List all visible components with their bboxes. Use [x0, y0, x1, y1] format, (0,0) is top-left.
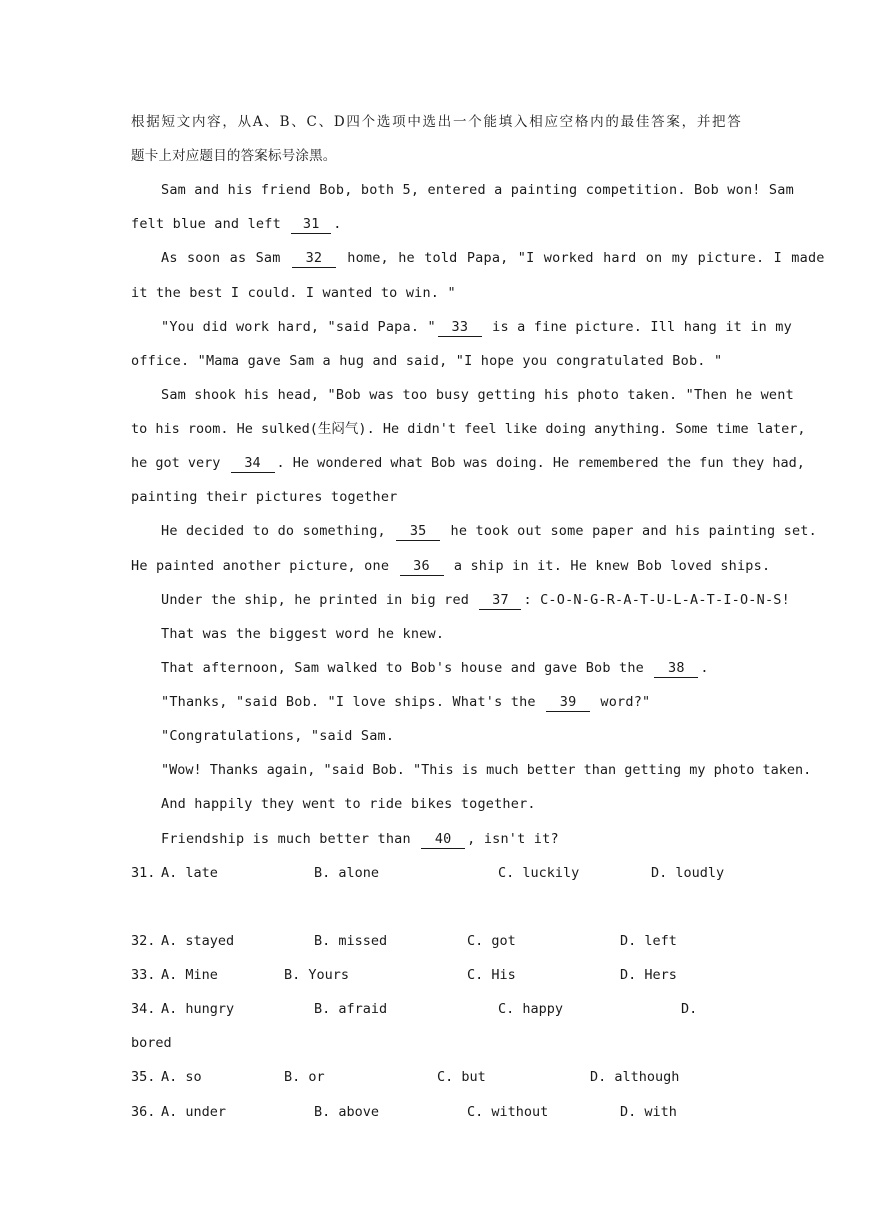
passage-line: Sam shook his head, "Bob was too busy getting his photo taken. "Then he went — [161, 387, 794, 403]
option-c: C. luckily — [498, 865, 580, 881]
option-c: C. but — [437, 1069, 486, 1085]
option-d: D. — [681, 1001, 698, 1017]
option-d: D. with — [620, 1104, 677, 1120]
option-c: C. happy — [498, 1001, 564, 1017]
option-b: B. alone — [314, 865, 380, 881]
passage-text: he took out some paper and his painting set. — [450, 523, 817, 539]
blank-40: 40 — [421, 831, 465, 849]
passage-line — [131, 556, 771, 576]
passage-line: "Congratulations, "said Sam. — [161, 728, 395, 744]
blank-38: 38 — [654, 660, 698, 678]
passage-line — [161, 521, 817, 541]
passage-line — [161, 317, 792, 337]
passage-line — [161, 248, 825, 268]
option-d: D. although — [590, 1069, 680, 1085]
passage-text: home, he told Papa, "I worked hard on my picture. I made — [347, 250, 825, 266]
option-b: B. Yours — [284, 967, 350, 983]
passage-text: felt blue and left — [131, 216, 281, 232]
question-number: 36. — [131, 1104, 156, 1120]
option-a: A. hungry — [161, 1001, 235, 1017]
passage-line — [161, 590, 790, 610]
blank-33: 33 — [438, 319, 482, 337]
passage-text: word?" — [600, 694, 651, 710]
passage-line — [131, 214, 741, 234]
passage-text: is a fine picture. Ill hang it in my — [492, 319, 792, 335]
option-c: C. got — [467, 933, 516, 949]
option-a: A. under — [161, 1104, 227, 1120]
passage-line: it the best I could. I wanted to win. " — [131, 285, 456, 301]
option-d: D. left — [620, 933, 677, 949]
passage-line — [161, 658, 741, 678]
instructions-line-2: 题卡上对应题目的答案标号涂黑。 — [131, 148, 337, 164]
question-number: 35. — [131, 1069, 156, 1085]
passage-text: That afternoon, Sam walked to Bob's house and gave Bob the — [161, 660, 645, 676]
question-number: 32. — [131, 933, 156, 949]
passage-line — [161, 692, 741, 712]
passage-line: And happily they went to ride bikes together. — [161, 796, 536, 812]
passage-text: he got very — [131, 455, 221, 471]
blank-37: 37 — [479, 592, 521, 610]
option-a: A. stayed — [161, 933, 235, 949]
passage-text: . — [333, 216, 342, 232]
blank-31: 31 — [291, 216, 331, 234]
question-number: 34. — [131, 1001, 156, 1017]
passage-line — [161, 829, 741, 849]
passage-text: "Thanks, "said Bob. "I love ships. What's the — [161, 694, 536, 710]
option-a: A. so — [161, 1069, 202, 1085]
option-d: D. loudly — [651, 865, 725, 881]
passage-text: a ship in it. He knew Bob loved ships. — [453, 558, 771, 574]
passage-text: : C-O-N-G-R-A-T-U-L-A-T-I-O-N-S! — [523, 592, 790, 608]
blank-32: 32 — [292, 250, 336, 268]
blank-36: 36 — [400, 558, 444, 576]
instructions-line-1: 根据短文内容，从A、B、C、D四个选项中选出一个能填入相应空格内的最佳答案，并把答 — [131, 114, 741, 130]
passage-line: to his room. He sulked(生闷气). He didn't feel like doing anything. Some time later, — [131, 421, 806, 437]
passage-line: office. "Mama gave Sam a hug and said, "I hope you congratulated Bob. " — [131, 353, 723, 369]
passage-text: . — [700, 660, 709, 676]
passage-line: That was the biggest word he knew. — [161, 626, 445, 642]
option-a: A. late — [161, 865, 218, 881]
option-d-text: bored — [131, 1035, 172, 1051]
option-c: C. His — [467, 967, 516, 983]
passage-text: He painted another picture, one — [131, 558, 390, 574]
passage-text: As soon as Sam — [161, 250, 281, 266]
passage-text: . He wondered what Bob was doing. He remembered the fun they had, — [276, 455, 805, 471]
passage-text: Under the ship, he printed in big red — [161, 592, 470, 608]
passage-line: Sam and his friend Bob, both 5, entered a painting competition. Bob won! Sam — [161, 182, 794, 198]
passage-line: painting their pictures together — [131, 489, 398, 505]
passage-line — [131, 453, 805, 473]
question-number: 33. — [131, 967, 156, 983]
option-c: C. without — [467, 1104, 549, 1120]
passage-text: Friendship is much better than — [161, 831, 411, 847]
passage-text: "You did work hard, "said Papa. " — [161, 319, 436, 335]
option-b: B. afraid — [314, 1001, 388, 1017]
option-d: D. Hers — [620, 967, 677, 983]
passage-text: He decided to do something, — [161, 523, 386, 539]
blank-35: 35 — [396, 523, 440, 541]
option-a: A. Mine — [161, 967, 218, 983]
option-b: B. above — [314, 1104, 380, 1120]
option-b: B. or — [284, 1069, 325, 1085]
passage-text: , isn't it? — [467, 831, 559, 847]
passage-line: "Wow! Thanks again, "said Bob. "This is much better than getting my photo taken. — [161, 762, 812, 778]
question-number: 31. — [131, 865, 156, 881]
blank-34: 34 — [231, 455, 275, 473]
blank-39: 39 — [546, 694, 590, 712]
option-b: B. missed — [314, 933, 388, 949]
